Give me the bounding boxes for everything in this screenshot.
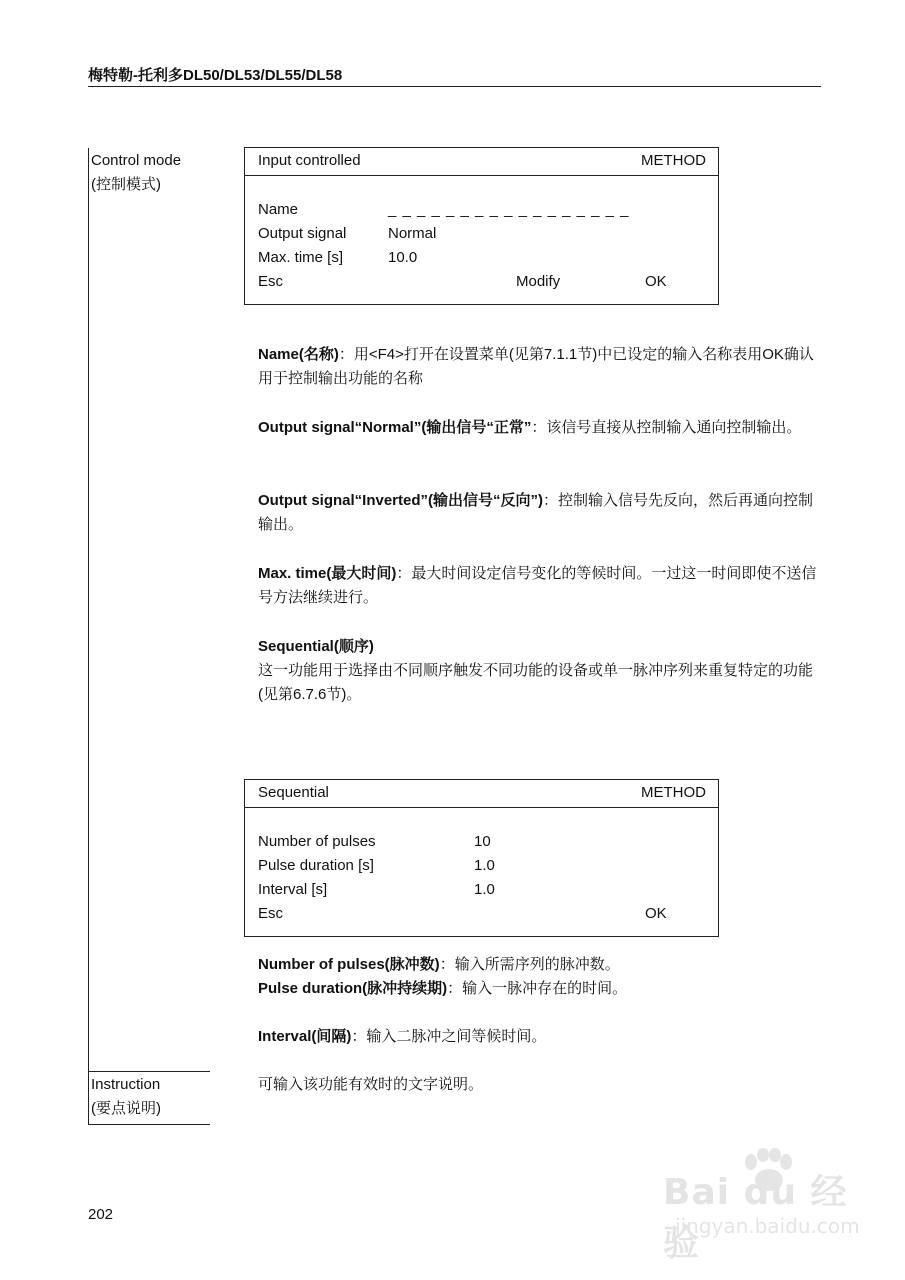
number-of-pulses-value[interactable]: 10 bbox=[474, 833, 491, 850]
screen-method-label: METHOD bbox=[641, 152, 706, 169]
pulse-duration-label: Pulse duration [s] bbox=[258, 857, 374, 874]
ok-softkey[interactable]: OK bbox=[645, 273, 667, 290]
instruction-label-cn: (要点说明) bbox=[91, 1100, 161, 1117]
interval-term: Interval(间隔) bbox=[258, 1028, 352, 1045]
pulse-duration-value[interactable]: 1.0 bbox=[474, 857, 495, 874]
max-time-text: ：最大时间设定信号变化的等候时间。一过这一时间即使不送信号方法继续进行。 bbox=[258, 565, 817, 606]
interval-text: ：输入二脉冲之间等候时间。 bbox=[351, 1028, 547, 1045]
pulses-text: ：输入所需序列的脉冲数。 bbox=[439, 956, 620, 973]
name-field-value[interactable]: _ _ _ _ _ _ _ _ _ _ _ _ _ _ _ _ _ bbox=[388, 201, 630, 218]
modify-softkey[interactable]: Modify bbox=[516, 273, 561, 290]
sequential-text: 这一功能用于选择由不同顺序触发不同功能的设备或单一脉冲序列来重复特定的功能(见第6.7.6节)。 bbox=[258, 662, 814, 703]
instruction-label-en: Instruction bbox=[91, 1076, 161, 1093]
sequential-heading: Sequential(顺序) bbox=[258, 638, 374, 655]
duration-text: ：输入一脉冲存在的时间。 bbox=[447, 980, 628, 997]
screen-title-bar bbox=[245, 780, 718, 808]
max-time-term: Max. time(最大时间) bbox=[258, 565, 397, 582]
output-inverted-term: Output signal“Inverted”(输出信号“反向”) bbox=[258, 492, 544, 509]
screen-title: Input controlled bbox=[258, 152, 361, 169]
ok-softkey[interactable]: OK bbox=[645, 905, 667, 922]
interval-description bbox=[258, 1025, 820, 1049]
control-mode-label-cn: (控制模式) bbox=[91, 176, 161, 193]
duration-term: Pulse duration(脉冲持续期) bbox=[258, 980, 448, 997]
baidu-watermark bbox=[663, 1148, 883, 1264]
name-description bbox=[258, 343, 820, 391]
input-controlled-screen bbox=[244, 147, 719, 305]
pulses-description bbox=[258, 953, 820, 977]
name-field-label: Name bbox=[258, 201, 299, 218]
pulses-term: Number of pulses(脉冲数) bbox=[258, 956, 440, 973]
name-term: Name(名称) bbox=[258, 346, 339, 363]
instruction-top-rule bbox=[88, 1071, 210, 1072]
output-normal-text: ：该信号直接从控制输入通向控制输出。 bbox=[531, 419, 802, 436]
interval-label: Interval [s] bbox=[258, 881, 328, 898]
instruction-label bbox=[91, 1073, 161, 1121]
output-signal-label: Output signal bbox=[258, 225, 347, 242]
output-inverted-description bbox=[258, 489, 820, 537]
left-margin-rule bbox=[88, 148, 89, 1125]
number-of-pulses-label: Number of pulses bbox=[258, 833, 376, 850]
page-number: 202 bbox=[88, 1206, 114, 1223]
output-normal-term: Output signal“Normal”(输出信号“正常” bbox=[258, 419, 532, 436]
instruction-description: 可输入该功能有效时的文字说明。 bbox=[258, 1076, 484, 1093]
screen-title-bar bbox=[245, 148, 718, 176]
output-signal-value[interactable]: Normal bbox=[388, 225, 437, 242]
screen-method-label: METHOD bbox=[641, 784, 706, 801]
document-header-title: 梅特勒-托利多DL50/DL53/DL55/DL58 bbox=[88, 67, 343, 84]
duration-description bbox=[258, 977, 820, 1001]
max-time-label: Max. time [s] bbox=[258, 249, 344, 266]
name-text: ：用<F4>打开在设置菜单(见第7.1.1节)中已设定的输入名称表用OK确认用于控制输出功能的名称 bbox=[258, 346, 814, 387]
output-normal-description bbox=[258, 416, 820, 440]
header-rule bbox=[88, 86, 821, 87]
interval-value[interactable]: 1.0 bbox=[474, 881, 495, 898]
esc-softkey[interactable]: Esc bbox=[258, 273, 284, 290]
output-inverted-text: ：控制输入信号先反向，然后再通向控制输出。 bbox=[258, 492, 814, 533]
sequential-screen bbox=[244, 779, 719, 937]
control-mode-label-en: Control mode bbox=[91, 152, 182, 169]
esc-softkey[interactable]: Esc bbox=[258, 905, 284, 922]
max-time-value[interactable]: 10.0 bbox=[388, 249, 418, 266]
max-time-description bbox=[258, 562, 820, 610]
watermark-url: jingyan.baidu.com bbox=[675, 1214, 860, 1238]
instruction-bottom-rule bbox=[88, 1124, 210, 1125]
control-mode-label bbox=[91, 149, 181, 197]
watermark-logo-text: Bai du 经验 bbox=[663, 1172, 848, 1264]
sequential-description bbox=[258, 635, 820, 707]
screen-title: Sequential bbox=[258, 784, 329, 801]
